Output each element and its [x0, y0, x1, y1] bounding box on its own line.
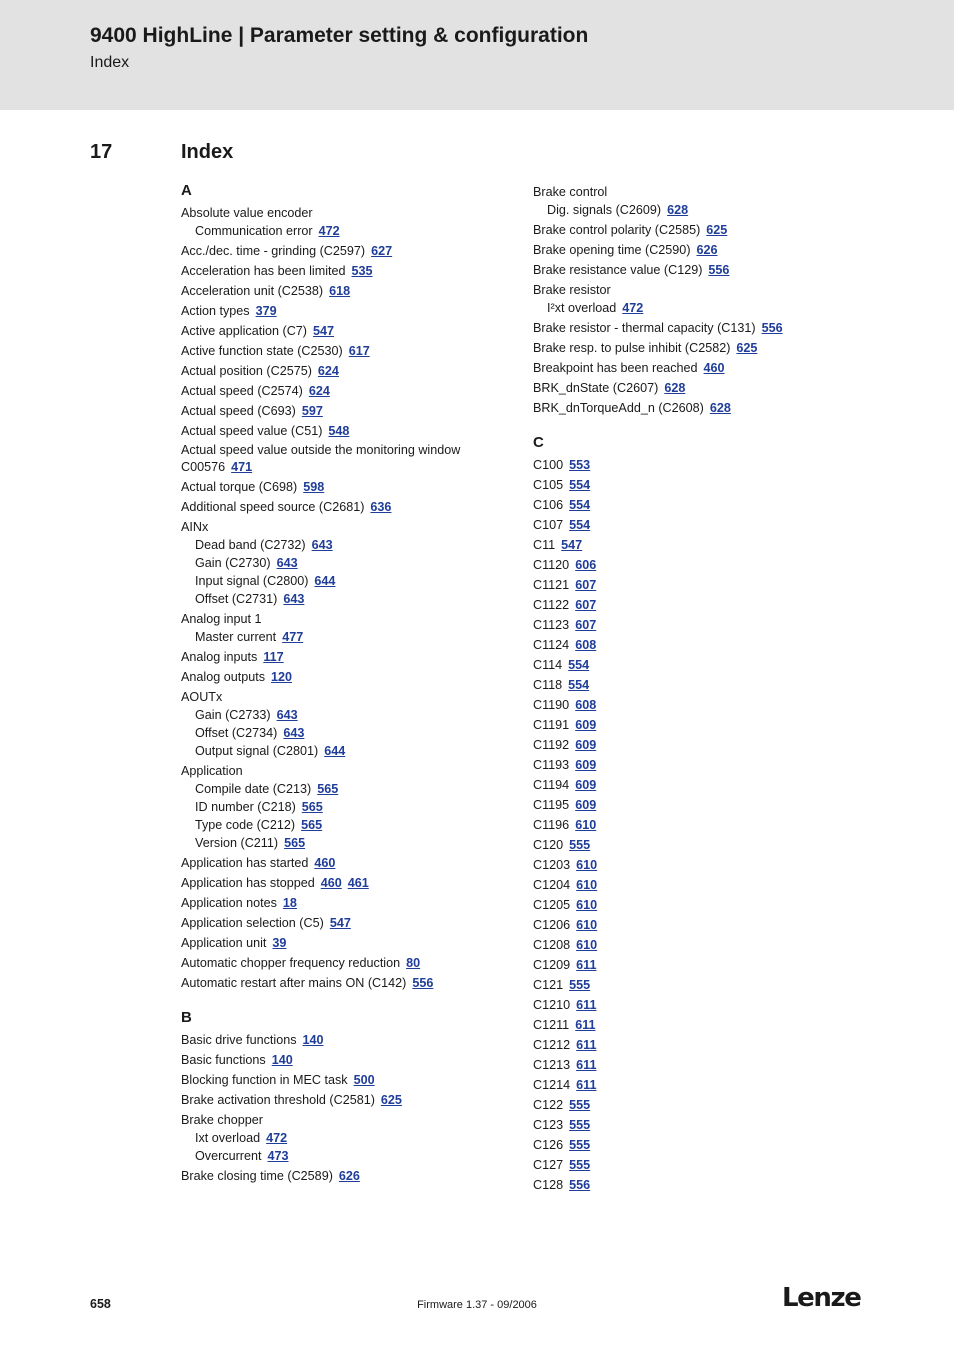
page-reference-link[interactable]: 535 [351, 264, 373, 278]
index-entry [181, 342, 526, 360]
index-entry-label: C1214 [533, 1078, 571, 1092]
page-reference-link[interactable]: 626 [338, 1169, 360, 1183]
index-entry-label: C1120 [533, 558, 570, 572]
index-entry-label: C122 [533, 1098, 564, 1112]
index-entry [533, 1036, 878, 1054]
index-entry [533, 816, 878, 834]
index-subentry [533, 299, 878, 317]
page-reference-link[interactable]: 472 [622, 301, 644, 315]
page-reference-link[interactable]: 548 [328, 424, 350, 438]
index-subentry [533, 201, 878, 219]
index-entry-label: C1191 [533, 718, 570, 732]
index-entry-label: Actual speed (C2574) [181, 384, 303, 398]
index-entry-label: C11 [533, 538, 556, 552]
index-entry-label: C1212 [533, 1038, 571, 1052]
page-reference-link[interactable]: 80 [406, 956, 421, 970]
index-entry-label: Gain (C2730) [195, 556, 271, 570]
page-reference-link[interactable]: 608 [575, 698, 597, 712]
page-reference-link[interactable]: 473 [267, 1149, 289, 1163]
chapter-title: Index [181, 141, 234, 163]
index-subentry [181, 628, 526, 646]
page-reference-link[interactable]: 555 [569, 1138, 591, 1152]
page-reference-link[interactable]: 460 [320, 876, 342, 890]
index-entry-label: Offset (C2731) [195, 592, 278, 606]
page-reference-link[interactable]: 500 [353, 1073, 375, 1087]
index-entry [533, 359, 878, 377]
page-reference-link[interactable]: 611 [575, 1018, 596, 1032]
index-entry-label: Analog inputs [181, 650, 258, 664]
index-entry-label: C1203 [533, 858, 571, 872]
index-entry [181, 688, 526, 706]
index-entry-label: Active function state (C2530) [181, 344, 343, 358]
index-entry-label: Master current [195, 630, 277, 644]
page-reference-link[interactable]: 618 [329, 284, 351, 298]
index-entry-label: C121 [533, 978, 564, 992]
page-reference-link[interactable]: 556 [761, 321, 783, 335]
page-reference-link[interactable]: 625 [706, 223, 728, 237]
page-reference-link[interactable]: 555 [569, 1158, 591, 1172]
index-entry [533, 836, 878, 854]
page-reference-link[interactable]: 18 [282, 896, 297, 910]
index-entry [181, 422, 526, 440]
index-entry-label: Ixt overload [195, 1131, 261, 1145]
index-entry-label: Actual speed (C693) [181, 404, 296, 418]
index-entry-label: Brake chopper [181, 1113, 263, 1127]
index-entry-label: Application selection (C5) [181, 916, 324, 930]
index-entry [181, 668, 526, 686]
index-entry-label: Application [181, 764, 243, 778]
index-entry-label: C1122 [533, 598, 570, 612]
index-subentry [181, 798, 526, 816]
index-entry-label: C1194 [533, 778, 570, 792]
index-letter-heading: C [533, 434, 544, 451]
page-reference-link[interactable]: 607 [575, 618, 597, 632]
page-reference-link[interactable]: 555 [569, 1098, 591, 1112]
page-reference-link[interactable]: 610 [575, 818, 597, 832]
page-reference-link[interactable]: 643 [283, 592, 305, 606]
index-subentry [181, 1129, 526, 1147]
page-reference-link[interactable]: 606 [575, 558, 597, 572]
index-entry-label: Blocking function in MEC task [181, 1073, 348, 1087]
index-entry [533, 1056, 878, 1074]
page-reference-link[interactable]: 547 [561, 538, 583, 552]
header-band [0, 0, 954, 110]
index-entry [533, 956, 878, 974]
page-reference-link[interactable]: 643 [276, 708, 298, 722]
index-subentry [181, 724, 526, 742]
index-subentry [181, 536, 526, 554]
index-entry-label: C1213 [533, 1058, 571, 1072]
index-subentry [181, 816, 526, 834]
index-entry-label: C1206 [533, 918, 571, 932]
index-entry [181, 322, 526, 340]
page-reference-link[interactable]: 611 [576, 958, 597, 972]
index-subentry [181, 222, 526, 240]
index-entry [181, 974, 526, 992]
index-entry-label: Brake resp. to pulse inhibit (C2582) [533, 341, 731, 355]
index-entry [181, 610, 526, 628]
index-letter-heading: A [181, 182, 192, 199]
index-entry-label: Automatic restart after mains ON (C142) [181, 976, 407, 990]
index-entry [533, 476, 878, 494]
index-subentry [181, 1147, 526, 1165]
index-entry [181, 1091, 526, 1109]
index-entry-label: Communication error [195, 224, 313, 238]
page-reference-link[interactable]: 460 [703, 361, 725, 375]
index-entry [181, 478, 526, 496]
index-subentry [181, 742, 526, 760]
index-entry [181, 894, 526, 912]
index-entry [533, 1116, 878, 1134]
index-column-left [181, 181, 526, 1187]
firmware-version: Firmware 1.37 - 09/2006 [417, 1299, 537, 1311]
index-entry [533, 616, 878, 634]
page-reference-link[interactable]: 547 [313, 324, 335, 338]
index-entry-label: Breakpoint has been reached [533, 361, 698, 375]
index-entry [533, 1176, 878, 1194]
index-entry-label: Brake resistor - thermal capacity (C131) [533, 321, 756, 335]
index-entry [533, 221, 878, 239]
index-entry [181, 1051, 526, 1069]
page-reference-link[interactable]: 610 [576, 918, 598, 932]
index-entry-label: Dig. signals (C2609) [547, 203, 662, 217]
index-entry-label: C1211 [533, 1018, 570, 1032]
page-reference-link[interactable]: 556 [569, 1178, 591, 1192]
index-entry [533, 183, 878, 201]
page-reference-link[interactable]: 556 [708, 263, 730, 277]
index-entry-label: Overcurrent [195, 1149, 262, 1163]
index-entry [181, 382, 526, 400]
index-entry [533, 796, 878, 814]
index-entry [533, 916, 878, 934]
index-entry [533, 596, 878, 614]
index-entry-label: Acc./dec. time - grinding (C2597) [181, 244, 366, 258]
index-entry-label: C127 [533, 1158, 564, 1172]
page-reference-link[interactable]: 379 [255, 304, 277, 318]
index-entry-label: C106 [533, 498, 564, 512]
index-entry-label: C1196 [533, 818, 570, 832]
index-entry-label: C100 [533, 458, 564, 472]
index-entry-label: Input signal (C2800) [195, 574, 309, 588]
page-reference-link[interactable]: 644 [324, 744, 346, 758]
page-reference-link[interactable]: 547 [329, 916, 351, 930]
page-number: 658 [90, 1297, 111, 1311]
index-entry [181, 262, 526, 280]
page-reference-link[interactable]: 611 [576, 998, 597, 1012]
index-subentry [181, 572, 526, 590]
page-reference-link[interactable]: 39 [272, 936, 287, 950]
index-entry-label: C1124 [533, 638, 570, 652]
index-entry-label: Output signal (C2801) [195, 744, 319, 758]
index-entry-label: C120 [533, 838, 564, 852]
index-entry-label: C1121 [533, 578, 570, 592]
index-entry-label: Basic drive functions [181, 1033, 297, 1047]
index-entry [181, 1071, 526, 1089]
index-entry [181, 1111, 526, 1129]
page-reference-link[interactable]: 610 [576, 878, 598, 892]
index-entry [533, 319, 878, 337]
index-entry [181, 498, 526, 516]
index-entry-label: Additional speed source (C2681) [181, 500, 365, 514]
index-entry-label: Actual speed value outside the monitoring window C00576 [181, 443, 461, 474]
index-entry [533, 996, 878, 1014]
page-reference-link[interactable]: 471 [231, 460, 253, 474]
page-reference-link[interactable]: 611 [576, 1058, 597, 1072]
index-entry-label: Compile date (C213) [195, 782, 312, 796]
page-reference-link[interactable]: 643 [276, 556, 298, 570]
index-entry [533, 896, 878, 914]
index-entry-label: Acceleration unit (C2538) [181, 284, 324, 298]
chapter-number: 17 [90, 141, 113, 163]
index-entry [533, 776, 878, 794]
index-entry [533, 1136, 878, 1154]
index-entry-label: Brake resistance value (C129) [533, 263, 703, 277]
index-entry [533, 576, 878, 594]
index-entry-label: Application unit [181, 936, 267, 950]
page-reference-link[interactable]: 555 [569, 1118, 591, 1132]
lenze-logo: Lenze [782, 1283, 861, 1313]
index-entry [181, 362, 526, 380]
page-reference-link[interactable]: 597 [301, 404, 323, 418]
page-reference-link[interactable]: 610 [576, 898, 598, 912]
index-letter-heading: B [181, 1009, 192, 1026]
index-entry [533, 1016, 878, 1034]
page-reference-link[interactable]: 609 [575, 778, 597, 792]
index-entry [533, 716, 878, 734]
index-entry [181, 442, 526, 476]
page-reference-link[interactable]: 610 [576, 938, 598, 952]
index-entry [533, 379, 878, 397]
document-title: 9400 HighLine | Parameter setting & configuration [90, 24, 589, 47]
index-entry [181, 402, 526, 420]
page-reference-link[interactable]: 627 [371, 244, 393, 258]
index-entry [533, 1076, 878, 1094]
index-entry [181, 282, 526, 300]
page-reference-link[interactable]: 628 [664, 381, 686, 395]
index-entry [533, 936, 878, 954]
index-entry-label: Application notes [181, 896, 277, 910]
page-reference-link[interactable]: 617 [348, 344, 370, 358]
index-entry-label: Brake control polarity (C2585) [533, 223, 701, 237]
index-entry [181, 204, 526, 222]
index-entry [533, 536, 878, 554]
page-reference-link[interactable]: 140 [302, 1033, 324, 1047]
page-reference-link[interactable]: 460 [314, 856, 336, 870]
index-entry-label: Type code (C212) [195, 818, 296, 832]
index-entry-label: Dead band (C2732) [195, 538, 306, 552]
index-entry-label: Brake closing time (C2589) [181, 1169, 333, 1183]
page-reference-link[interactable]: 610 [576, 858, 598, 872]
index-entry [181, 762, 526, 780]
page-reference-link[interactable]: 554 [569, 478, 591, 492]
index-entry [533, 876, 878, 894]
index-entry-label: Analog input 1 [181, 612, 262, 626]
page-reference-link[interactable]: 609 [575, 758, 597, 772]
index-entry-label: C118 [533, 678, 563, 692]
index-entry [533, 399, 878, 417]
page-reference-link[interactable]: 609 [575, 798, 597, 812]
index-entry [533, 1096, 878, 1114]
page-reference-link[interactable]: 554 [568, 658, 590, 672]
index-entry [533, 556, 878, 574]
index-entry-label: AOUTx [181, 690, 223, 704]
index-entry [533, 736, 878, 754]
index-entry [181, 934, 526, 952]
page-reference-link[interactable]: 611 [576, 1038, 597, 1052]
index-entry-label: C1123 [533, 618, 570, 632]
page-reference-link[interactable]: 553 [569, 458, 591, 472]
index-entry-label: Absolute value encoder [181, 206, 313, 220]
page-reference-link[interactable]: 554 [569, 518, 591, 532]
index-entry [533, 516, 878, 534]
index-entry [181, 854, 526, 872]
document-subtitle: Index [90, 54, 130, 71]
index-entry [181, 954, 526, 972]
page-reference-link[interactable]: 607 [575, 578, 597, 592]
index-entry-label: Brake activation threshold (C2581) [181, 1093, 375, 1107]
page-reference-link[interactable]: 140 [271, 1053, 293, 1067]
index-entry-label: Automatic chopper frequency reduction [181, 956, 401, 970]
index-entry [533, 261, 878, 279]
index-entry [181, 302, 526, 320]
index-entry [533, 676, 878, 694]
page-reference-link[interactable]: 565 [284, 836, 306, 850]
index-subentry [181, 554, 526, 572]
index-entry-label: Brake control [533, 185, 608, 199]
page-reference-link[interactable]: 554 [569, 498, 591, 512]
page-reference-link[interactable]: 607 [575, 598, 597, 612]
page-reference-link[interactable]: 624 [308, 384, 330, 398]
index-entry-label: C1204 [533, 878, 571, 892]
index-entry [533, 281, 878, 299]
index-column-right [533, 183, 878, 1196]
page-reference-link[interactable]: 643 [283, 726, 305, 740]
index-entry-label: C1193 [533, 758, 570, 772]
index-entry [533, 856, 878, 874]
page-reference-link[interactable]: 609 [575, 718, 597, 732]
page-reference-link[interactable]: 556 [412, 976, 434, 990]
index-entry-label: Brake resistor [533, 283, 611, 297]
index-entry-label: Brake opening time (C2590) [533, 243, 691, 257]
index-entry-label: C1209 [533, 958, 571, 972]
index-entry [181, 518, 526, 536]
index-entry-label: BRK_dnState (C2607) [533, 381, 659, 395]
index-entry-label: Basic functions [181, 1053, 266, 1067]
index-entry-label: C1208 [533, 938, 571, 952]
index-entry-label: Version (C211) [195, 836, 279, 850]
index-entry-label: Actual torque (C698) [181, 480, 298, 494]
index-entry [533, 496, 878, 514]
index-entry [533, 696, 878, 714]
page-reference-link[interactable]: 625 [736, 341, 758, 355]
index-entry-label: C107 [533, 518, 564, 532]
index-entry [533, 241, 878, 259]
index-entry-label: Acceleration has been limited [181, 264, 346, 278]
page-reference-link[interactable]: 608 [575, 638, 597, 652]
index-entry-label: AINx [181, 520, 209, 534]
index-entry [533, 339, 878, 357]
index-entry-label: Offset (C2734) [195, 726, 278, 740]
page-reference-link[interactable]: 626 [696, 243, 718, 257]
index-entry-label: C114 [533, 658, 563, 672]
index-entry-label: C123 [533, 1118, 564, 1132]
page-reference-link[interactable]: 554 [568, 678, 590, 692]
page-reference-link[interactable]: 472 [266, 1131, 288, 1145]
page-reference-link[interactable]: 565 [301, 818, 323, 832]
index-entry [533, 456, 878, 474]
index-entry [181, 1031, 526, 1049]
index-entry-label: C1210 [533, 998, 571, 1012]
index-entry-label: Action types [181, 304, 250, 318]
page-reference-link[interactable]: 477 [282, 630, 304, 644]
index-subentry [181, 590, 526, 608]
index-entry [181, 874, 526, 892]
index-entry-label: C1192 [533, 738, 570, 752]
index-entry [181, 648, 526, 666]
index-entry-label: Application has started [181, 856, 309, 870]
page-reference-link[interactable]: 117 [263, 650, 284, 664]
index-entry [181, 1167, 526, 1185]
index-entry-label: Application has stopped [181, 876, 315, 890]
index-entry [533, 656, 878, 674]
index-entry [533, 636, 878, 654]
index-entry [181, 242, 526, 260]
index-subentry [181, 834, 526, 852]
page-reference-link[interactable]: 625 [380, 1093, 402, 1107]
page-reference-link[interactable]: 636 [370, 500, 392, 514]
page-reference-link[interactable]: 644 [314, 574, 336, 588]
page-reference-link[interactable]: 643 [311, 538, 333, 552]
page-reference-link[interactable]: 461 [347, 876, 369, 890]
page-reference-link[interactable]: 120 [271, 670, 293, 684]
index-entry-label: C128 [533, 1178, 564, 1192]
index-entry-label: Actual speed value (C51) [181, 424, 323, 438]
index-entry-label: C1195 [533, 798, 570, 812]
page-reference-link[interactable]: 609 [575, 738, 597, 752]
index-entry-label: ID number (C218) [195, 800, 296, 814]
page-reference-link[interactable]: 555 [569, 978, 591, 992]
index-entry-label: Gain (C2733) [195, 708, 271, 722]
index-entry-label: I²xt overload [547, 301, 617, 315]
index-entry [533, 756, 878, 774]
page-reference-link[interactable]: 628 [709, 401, 731, 415]
page-reference-link[interactable]: 472 [318, 224, 340, 238]
index-entry-label: Actual position (C2575) [181, 364, 312, 378]
index-entry [181, 914, 526, 932]
index-entry-label: C126 [533, 1138, 564, 1152]
index-subentry [181, 780, 526, 798]
index-subentry [181, 706, 526, 724]
page-reference-link[interactable]: 611 [576, 1078, 597, 1092]
page-reference-link[interactable]: 565 [317, 782, 339, 796]
page-reference-link[interactable]: 555 [569, 838, 591, 852]
index-entry-label: BRK_dnTorqueAdd_n (C2608) [533, 401, 704, 415]
page-reference-link[interactable]: 628 [667, 203, 689, 217]
index-entry-label: Active application (C7) [181, 324, 307, 338]
index-entry-label: C1190 [533, 698, 570, 712]
index-entry-label: Analog outputs [181, 670, 266, 684]
page-reference-link[interactable]: 598 [303, 480, 325, 494]
index-entry-label: C1205 [533, 898, 571, 912]
page-reference-link[interactable]: 624 [317, 364, 339, 378]
index-entry [533, 1156, 878, 1174]
index-entry-label: C105 [533, 478, 564, 492]
index-entry [533, 976, 878, 994]
page-reference-link[interactable]: 565 [301, 800, 323, 814]
